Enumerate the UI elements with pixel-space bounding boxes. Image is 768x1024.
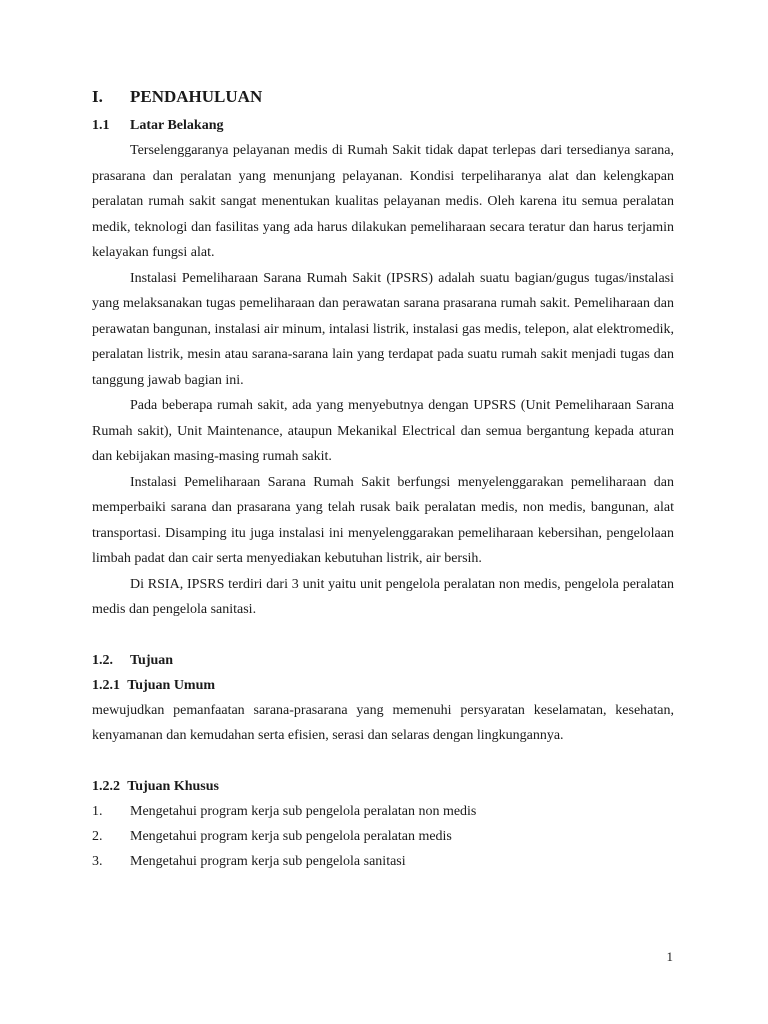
subsection-title: Tujuan Khusus — [127, 778, 219, 794]
chapter-number: I. — [92, 87, 103, 106]
list-item — [92, 849, 674, 874]
list-item-text: Mengetahui program kerja sub pengelola sanitasi — [130, 853, 406, 869]
chapter-heading — [92, 86, 674, 108]
list-item — [92, 799, 674, 824]
section-heading-1-2 — [92, 648, 674, 673]
subsection-number: 1.2.1 — [92, 677, 120, 693]
paragraph: Instalasi Pemeliharaan Sarana Rumah Sakit (IPSRS) adalah suatu bagian/gugus tugas/instalasi yang melaksanakan tugas pemeliharaan dan perawatan sarana prasarana rumah sakit. Pemeliharaan dan perawatan bangunan, instalasi air minum, intalasi listrik, instalasi gas medis, telepon, alat elektromedik, peralatan listrik, mesin atau sarana-sarana lain yang terdapat pada suatu rumah sakit menjadi tugas dan tanggung jawab bagian ini. — [92, 270, 674, 388]
page-number: 1 — [666, 949, 673, 964]
paragraph: Di RSIA, IPSRS terdiri dari 3 unit yaitu unit pengelola peralatan non medis, pengelola peralatan medis dan pengelola sanitasi. — [92, 576, 674, 617]
section-title: Tujuan — [130, 652, 174, 668]
section-heading-1-1 — [92, 113, 674, 138]
paragraph: mewujudkan pemanfaatan sarana-prasarana yang memenuhi persyaratan keselamatan, kesehatan, kenyamanan dan kemudahan serta efisien, serasi dan selaras dengan lingkungannya. — [92, 702, 674, 743]
subsection-heading-1-2-1 — [92, 673, 674, 698]
section-title: Latar Belakang — [130, 118, 224, 133]
list-item-number: 1. — [92, 803, 103, 819]
list-item-number: 3. — [92, 853, 103, 869]
subsection-number: 1.2.2 — [92, 778, 120, 794]
subsection-heading-1-2-2 — [92, 774, 674, 799]
chapter-title: PENDAHULUAN — [130, 87, 263, 106]
list-item-number: 2. — [92, 828, 103, 844]
paragraph: Pada beberapa rumah sakit, ada yang menyebutnya dengan UPSRS (Unit Pemeliharaan Sarana Rumah sakit), Unit Maintenance, ataupun Mekanikal Electrical dan semua bergantung kepada aturan dan kebijakan masing-masing rumah sakit. — [92, 398, 674, 464]
section-number: 1.1 — [92, 118, 110, 133]
list-item-text: Mengetahui program kerja sub pengelola peralatan medis — [130, 828, 452, 844]
spacer — [92, 623, 674, 648]
section-number: 1.2. — [92, 652, 113, 668]
subsection-title: Tujuan Umum — [127, 677, 216, 693]
paragraph: Instalasi Pemeliharaan Sarana Rumah Sakit berfungsi menyelenggarakan pemeliharaan dan memperbaiki sarana dan prasarana yang telah rusak baik peralatan medis, non medis, bangunan, alat transportasi. Disamping itu juga instalasi ini menyelenggarakan pemeliharaan kebersihan, pengelolaan limbah padat dan cair serta menyediakan kebutuhan listrik, air bersih. — [92, 474, 674, 566]
objectives-list — [92, 799, 674, 874]
list-item-text: Mengetahui program kerja sub pengelola peralatan non medis — [130, 803, 477, 819]
spacer — [92, 749, 674, 774]
list-item — [92, 824, 674, 849]
paragraph: Terselenggaranya pelayanan medis di Rumah Sakit tidak dapat terlepas dari tersedianya sarana, prasarana dan peralatan yang menunjang pelayanan. Kondisi terpeliharanya alat dan kelengkapan peralatan rumah sakit sangat menentukan kualitas pelayanan medis. Oleh karena itu semua peralatan medik, teknologi dan fasilitas yang ada harus dilakukan pemeliharaan secara teratur dan harus terjamin kelayakan fungsi alat. — [92, 143, 674, 260]
page-content — [92, 86, 674, 874]
